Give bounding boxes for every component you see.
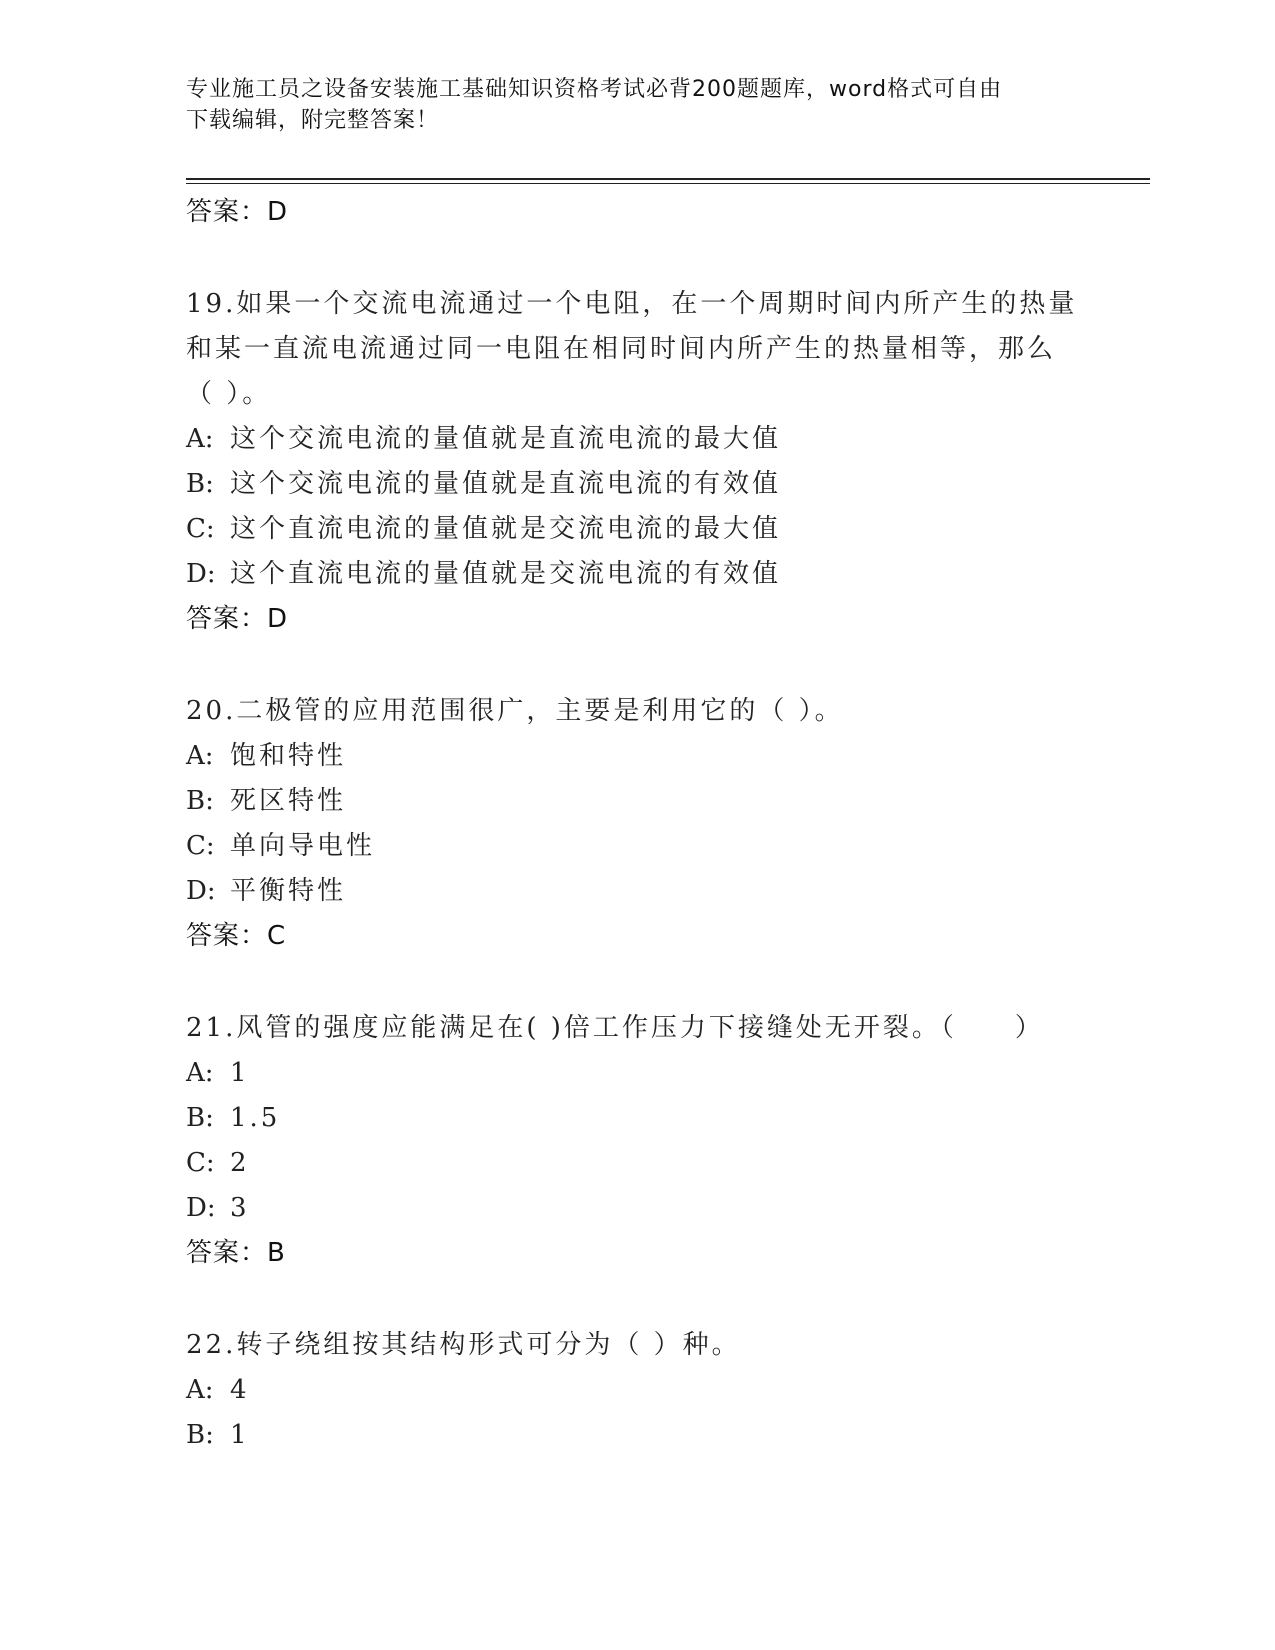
option-text: 死区特性	[230, 786, 347, 816]
option-letter: A:	[186, 741, 214, 771]
document-body	[186, 190, 1150, 1458]
option-letter: B:	[186, 786, 214, 816]
option-c	[186, 507, 1150, 552]
option-a	[186, 734, 1150, 779]
option-b	[186, 1413, 1150, 1458]
answer-line: 答案：D	[186, 604, 289, 634]
option-text: 4	[230, 1375, 250, 1405]
option-text: 单向导电性	[230, 831, 376, 861]
option-letter: B:	[186, 1103, 214, 1133]
option-text: 2	[230, 1148, 250, 1178]
header-line-2: 下载编辑，附完整答案！	[186, 108, 440, 133]
option-letter: C:	[186, 514, 215, 544]
header-line-1: 专业施工员之设备安装施工基础知识资格考试必背200题题库，word格式可自由	[186, 77, 1003, 102]
option-letter: A:	[186, 1375, 214, 1405]
option-letter: D:	[186, 876, 216, 906]
question-stem	[186, 282, 1150, 417]
option-d	[186, 869, 1150, 914]
question-stem-line: 19.如果一个交流电流通过一个电阻，在一个周期时间内所产生的热量	[186, 289, 1078, 319]
option-text: 饱和特性	[230, 741, 347, 771]
option-text: 这个交流电流的量值就是直流电流的有效值	[230, 469, 782, 499]
option-b	[186, 779, 1150, 824]
option-letter: C:	[186, 1148, 215, 1178]
header-divider	[186, 178, 1150, 180]
answer-line: 答案：D	[186, 197, 289, 227]
question-stem-line: （ ）。	[186, 379, 272, 409]
answer-line: 答案：C	[186, 921, 287, 951]
option-text: 平衡特性	[230, 876, 347, 906]
question-stem	[186, 1323, 1150, 1368]
option-letter: B:	[186, 469, 214, 499]
option-d	[186, 1186, 1150, 1231]
option-text: 这个直流电流的量值就是交流电流的最大值	[230, 514, 782, 544]
option-text: 1.5	[230, 1103, 281, 1133]
option-text: 1	[230, 1058, 250, 1088]
question-stem-line: 20.二极管的应用范围很广，主要是利用它的（ ）。	[186, 696, 844, 726]
option-text: 1	[230, 1420, 250, 1450]
answer-line: 答案：B	[186, 1238, 286, 1268]
option-letter: D:	[186, 559, 216, 589]
option-letter: B:	[186, 1420, 214, 1450]
option-b	[186, 462, 1150, 507]
page-header	[186, 74, 1066, 136]
question-stem-line: 22.转子绕组按其结构形式可分为（ ）种。	[186, 1330, 741, 1360]
option-letter: C:	[186, 831, 215, 861]
option-letter: D:	[186, 1193, 216, 1223]
option-text: 这个交流电流的量值就是直流电流的最大值	[230, 424, 782, 454]
option-letter: A:	[186, 424, 214, 454]
option-a	[186, 1368, 1150, 1413]
option-b	[186, 1096, 1150, 1141]
question-stem	[186, 689, 1150, 734]
option-text: 3	[230, 1193, 250, 1223]
option-a	[186, 1051, 1150, 1096]
option-text: 这个直流电流的量值就是交流电流的有效值	[230, 559, 782, 589]
option-d	[186, 552, 1150, 597]
option-c	[186, 824, 1150, 869]
question-stem-line: 和某一直流电流通过同一电阻在相同时间内所产生的热量相等，那么	[186, 334, 1057, 364]
option-c	[186, 1141, 1150, 1186]
option-letter: A:	[186, 1058, 214, 1088]
question-stem	[186, 1006, 1150, 1051]
question-stem-line: 21.风管的强度应能满足在( )倍工作压力下接缝处无开裂。（ ）	[186, 1013, 1044, 1043]
header-divider-thin	[186, 183, 1150, 184]
option-a	[186, 417, 1150, 462]
